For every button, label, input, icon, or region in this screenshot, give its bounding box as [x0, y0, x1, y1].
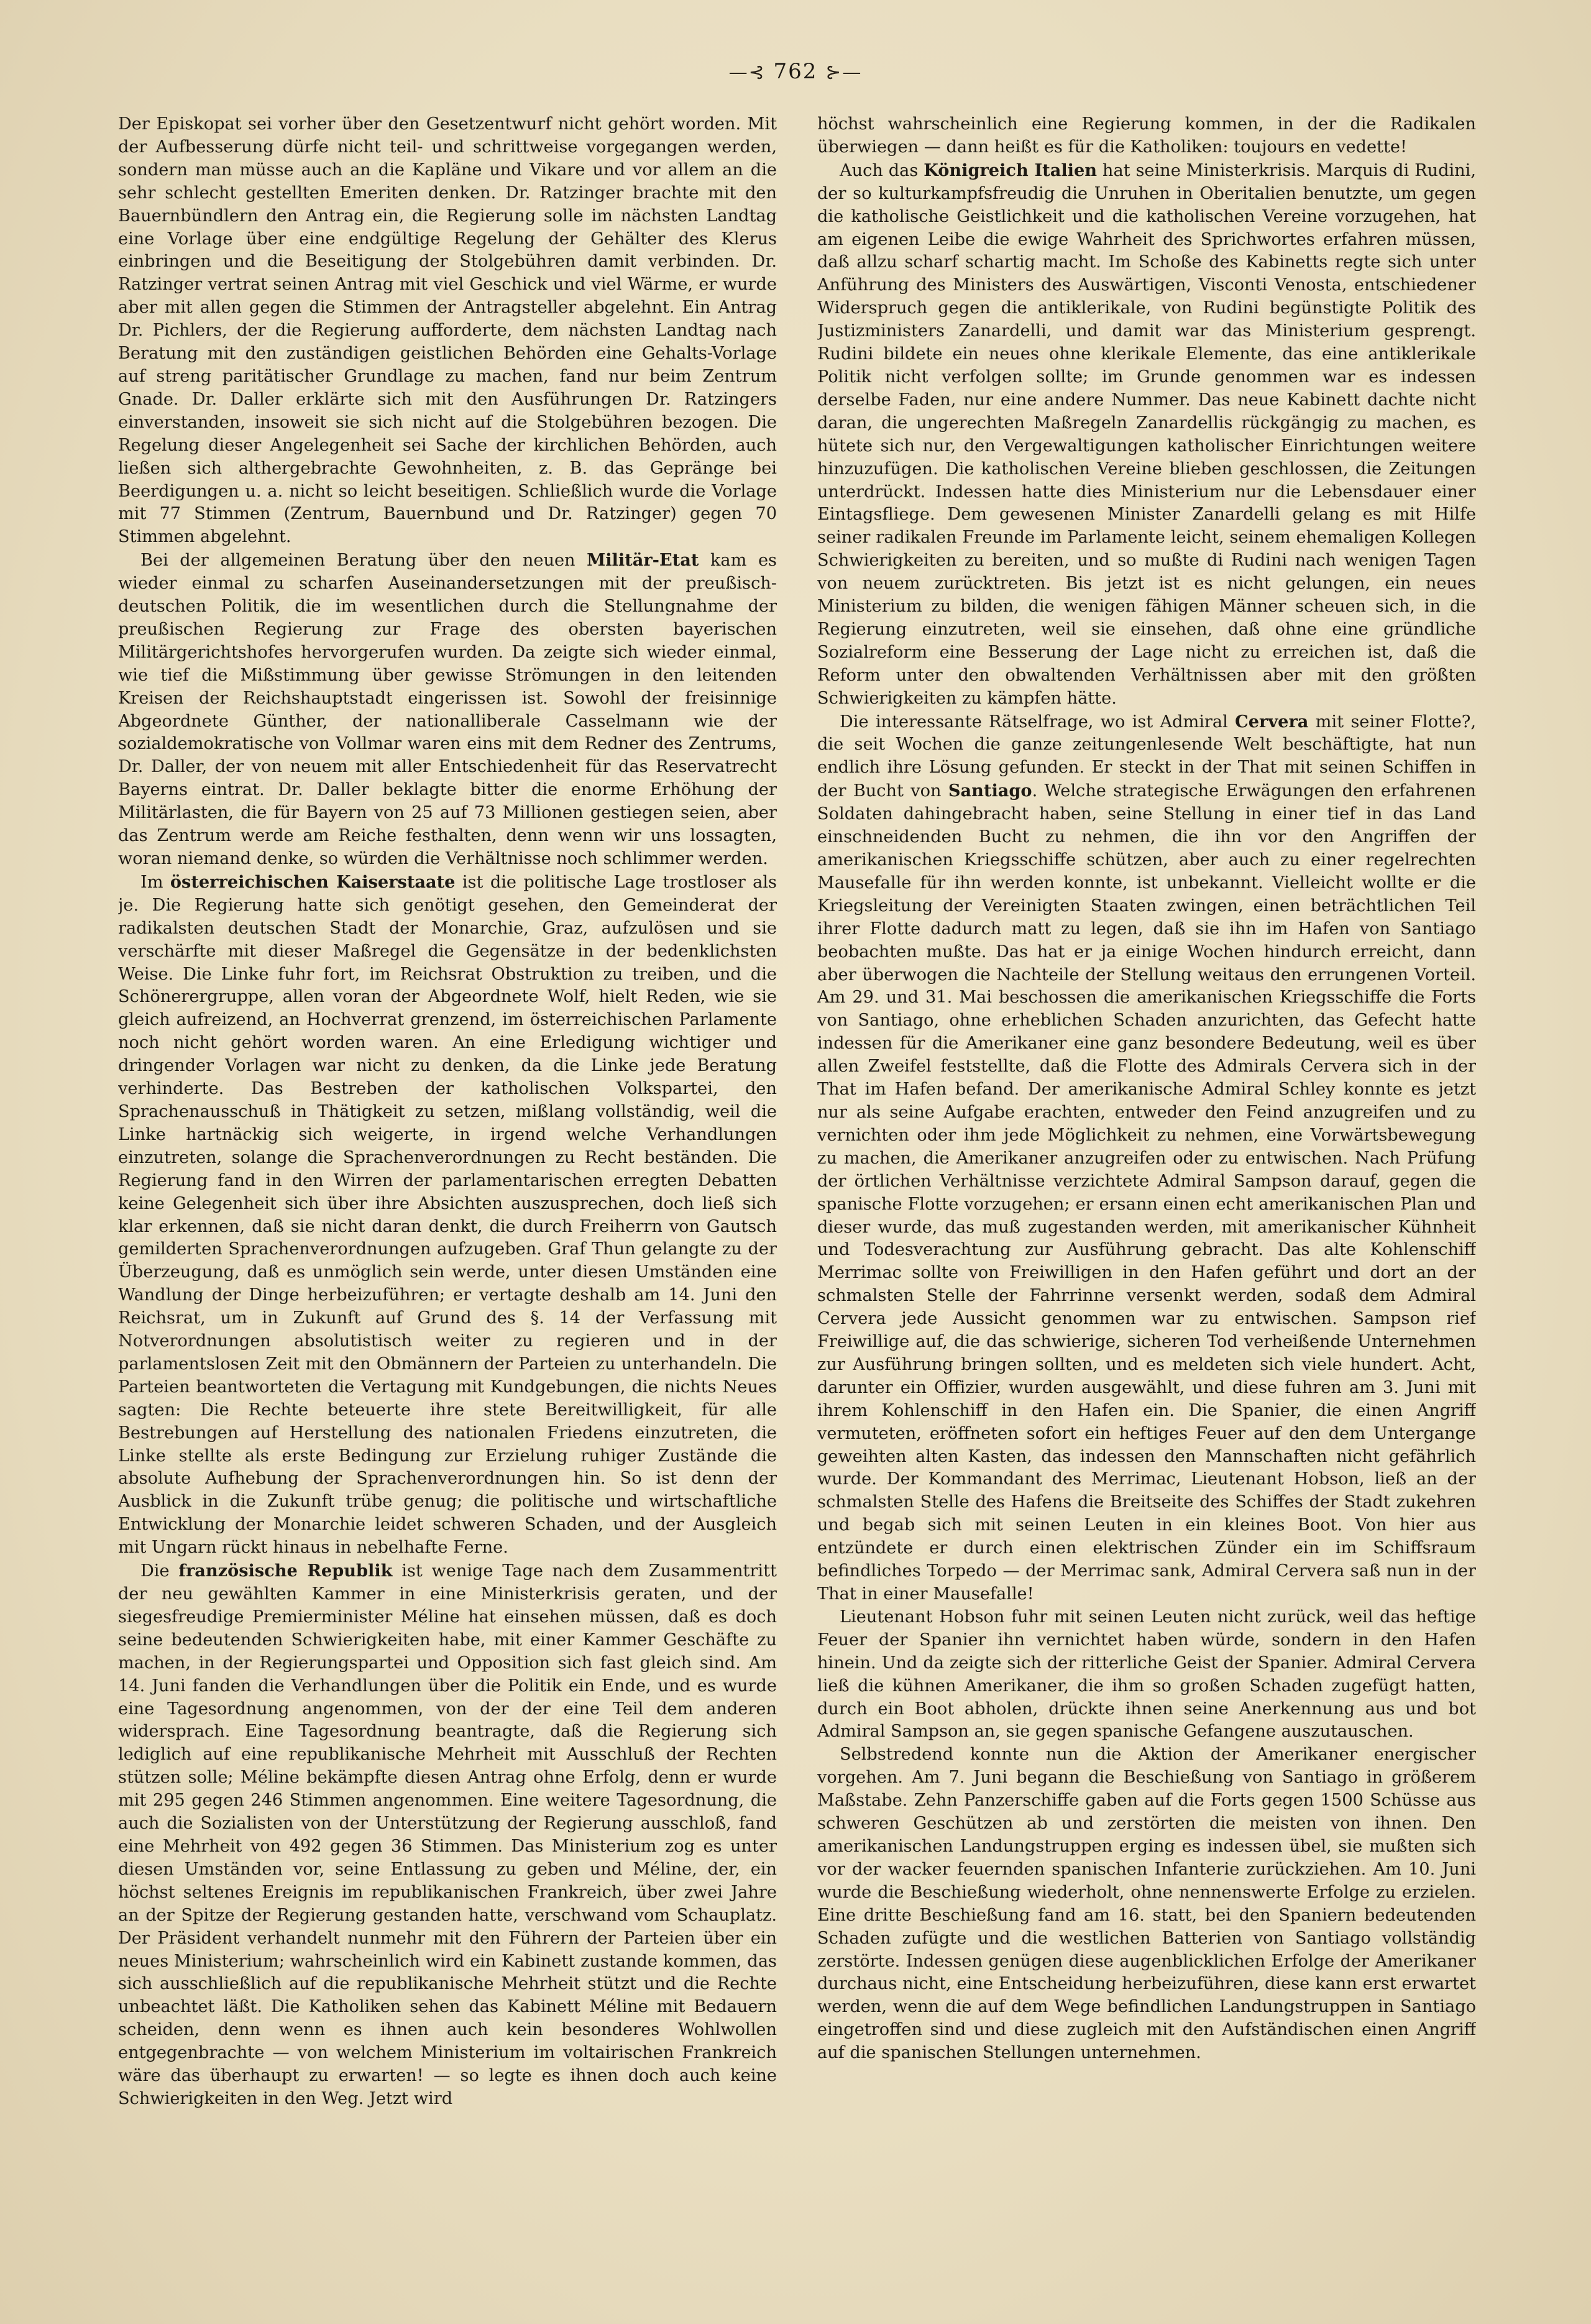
page-header [0, 59, 1591, 84]
paragraph: Lieutenant Hobson fuhr mit seinen Leuten nicht zurück, weil das heftige Feuer der Spanier ihn vernichtet haben würde, sondern in den Hafen hinein. Und da zeigte sich der ritterliche Geist der Spanier. Admiral Cervera ließ die kühnen Amerikaner, die ihm so großen Schaden zugefügt hatten, durch ein Boot abholen, drückte ihnen seine Anerkennung aus und bot Admiral Sampson an, sie gegen spanische Gefangene auszutauschen. [817, 1607, 1476, 1742]
paragraph: Der Episkopat sei vorher über den Gesetzentwurf nicht gehört worden. Mit der Aufbesserung dürfe nicht teil- und schrittweise vorgegangen werden, sondern man müsse auch an die Kapläne und Vikare und vor allem an die sehr schlecht gestellten Emeriten denken. Dr. Ratzinger brachte mit den Bauernbündlern den Antrag ein, die Regierung solle im nächsten Landtag eine Vorlage über eine endgültige Regelung der Gehälter des Klerus einbringen und die Beseitigung der Stolgebühren damit verbinden. Dr. Ratzinger vertrat seinen Antrag mit viel Geschick und viel Wärme, er wurde aber mit allen gegen die Stimmen der Antragsteller abgelehnt. Ein Antrag Dr. Pichlers, der die Regierung aufforderte, dem nächsten Landtag nach Beratung mit den zuständigen geistlichen Behörden eine Gehalts-Vorlage auf streng paritätischer Grundlage zu machen, fand nur beim Zentrum Gnade. Dr. Daller erklärte sich mit den Ausführungen Dr. Ratzingers einverstanden, insoweit sie sich nicht auf die Stolgebühren bezogen. Die Regelung dieser Angelegenheit sei Sache der kirchlichen Behörden, auch ließen sich althergebrachte Gewohnheiten, z. B. das Gepränge bei Beerdigungen u. a. nicht so leicht beseitigen. Schließlich wurde die Vorlage mit 77 Stimmen (Zentrum, Bauernbund und Dr. Ratzinger) gegen 70 Stimmen abgelehnt. [118, 114, 777, 547]
paragraph: höchst wahrscheinlich eine Regierung kommen, in der die Radikalen überwiegen — dann heißt es für die Katholiken: toujours en vedette! [817, 114, 1476, 157]
paragraph: Die französische Republik ist wenige Tage nach dem Zusammentritt der neu gewählten Kammer in eine Ministerkrisis geraten, und der siegesfreudige Premierminister Méline hat einsehen müssen, daß es doch seine bedeutenden Schwierigkeiten habe, mit einer Kammer Geschäfte zu machen, in der Regierungspartei und Opposition sich fast gleich sind. Am 14. Juni fanden die Verhandlungen über die Politik ein Ende, und es wurde eine Tagesordnung angenommen, von der der eine Teil dem anderen widersprach. Eine Tagesordnung beantragte, daß die Regierung sich lediglich auf eine republikanische Mehrheit mit Ausschluß der Rechten stützen solle; Méline bekämpfte diesen Antrag ohne Erfolg, denn er wurde mit 295 gegen 246 Stimmen angenommen. Eine weitere Tagesordnung, die auch die Sozialisten von der Unterstützung der Regierung ausschloß, fand eine Mehrheit von 492 gegen 36 Stimmen. Das Ministerium zog es unter diesen Umständen vor, seine Entlassung zu geben und Méline, der, ein höchst seltenes Ereignis im republikanischen Frankreich, über zwei Jahre an der Spitze der Regierung gestanden hatte, verschwand vom Schauplatz. Der Präsident verhandelt nunmehr mit den Führern der Parteien über ein neues Ministerium; wahrscheinlich wird ein Kabinett zustande kommen, das sich ausschließlich auf die republikanische Mehrheit stützt und die Rechte unbeachtet läßt. Die Katholiken sehen das Kabinett Méline mit Bedauern scheiden, denn wenn es ihnen auch kein besonderes Wohlwollen entgegenbrachte — von welchem Ministerium im voltairischen Frankreich wäre das überhaupt zu erwarten! — so legte es ihnen doch auch keine Schwierigkeiten in den Weg. Jetzt wird [118, 1561, 777, 2108]
paragraph: Die interessante Rätselfrage, wo ist Admiral Cervera mit seiner Flotte?, die seit Wochen die ganze zeitungenlesende Welt beschäftigte, hat nun endlich ihre Lösung gefunden. Er steckt in der That mit seinen Schiffen in der Bucht von Santiago. Welche strategische Erwägungen den erfahrenen Soldaten dahingebracht haben, seine Stellung in einer tief in das Land einschneidenden Bucht zu nehmen, die ihn vor den Angriffen der amerikanischen Kriegsschiffe schützen, aber auch zu einer regelrechten Mausefalle für ihn werden konnte, ist unbekannt. Vielleicht wollte er die Kriegsleitung der Vereinigten Staaten zwingen, einen beträchtlichen Teil ihrer Flotte dadurch matt zu legen, daß sie ihn im Hafen von Santiago beobachten mußte. Das hat er ja einige Wochen hindurch erreicht, dann aber überwogen die Nachteile der Stellung weitaus den errungenen Vorteil. Am 29. und 31. Mai beschossen die amerikanischen Kriegsschiffe die Forts von Santiago, ohne erheblichen Schaden anzurichten, das Gefecht hatte indessen für die Amerikaner eine ganz besondere Bedeutung, weil es über allen Zweifel feststellte, daß die Flotte des Admirals Cervera sich in der That im Hafen befand. Der amerikanische Admiral Schley konnte es jetzt nur als seine Aufgabe erachten, entweder den Feind anzugreifen und zu vernichten oder ihm jede Möglichkeit zu nehmen, eine Vorwärtsbewegung zu machen, die Amerikaner anzugreifen oder zu entwischen. Nach Prüfung der örtlichen Verhältnisse verzichtete Admiral Sampson darauf, gegen die spanische Flotte vorzugehen; er ersann einen echt amerikanischen Plan und dieser wurde, das muß zugestanden werden, mit amerikanischer Kühnheit und Todesverachtung zur Ausführung gebracht. Das alte Kohlenschiff Merrimac sollte von Freiwilligen in den Hafen geführt und dort an der schmalsten Stelle der Fahrrinne versenkt werden, sodaß dem Admiral Cervera jede Aussicht genommen war zu entwischen. Sampson rief Freiwillige auf, die das schwierige, sicheren Tod verheißende Unternehmen zur Ausführung bringen sollten, und es meldeten sich viele hundert. Acht, darunter ein Offizier, wurden ausgewählt, und diese fuhren am 3. Juni mit ihrem Kohlenschiff in den Hafen ein. Die Spanier, die einen Angriff vermuteten, eröffneten sofort ein heftiges Feuer auf den dem Untergange geweihten alten Kasten, das indessen den Mannschaften nicht gefährlich wurde. Der Kommandant des Merrimac, Lieutenant Hobson, ließ an der schmalsten Stelle des Hafens die Breitseite des Schiffes der Stadt zukehren und begab sich mit seinen Leuten in ein kleines Boot. Von hier aus entzündete er durch einen elektrischen Zünder ein im Schiffsraum befindliches Torpedo — der Merrimac sank, Admiral Cervera saß nun in der That in einer Mausefalle! [817, 711, 1476, 1604]
page-number: 762 [773, 59, 818, 84]
left-column [118, 113, 777, 2264]
paragraph: Im österreichischen Kaiserstaate ist die politische Lage trostloser als je. Die Regierung hatte sich genötigt gesehen, den Gemeinderat der radikalsten deutschen Stadt der Monarchie, Graz, aufzulösen und sie verschärfte mit dieser Maßregel die Gegensätze in der bedenklichsten Weise. Die Linke fuhr fort, im Reichsrat Obstruktion zu treiben, und die Schönerergruppe, allen voran der Abgeordnete Wolf, hielt Reden, wie sie gleich aufreizend, an Hochverrat grenzend, im österreichischen Parlamente noch nicht gehört worden waren. An eine Erledigung wichtiger und dringender Vorlagen war nicht zu denken, da die Linke jede Beratung verhinderte. Das Bestreben der katholischen Volkspartei, den Sprachenausschuß in Thätigkeit zu setzen, mißlang vollständig, weil die Linke hartnäckig sich weigerte, in irgend welche Verhandlungen einzutreten, solange die Sprachenverordnungen zu Recht beständen. Die Regierung fand in den Wirren der parlamentarischen erregten Debatten keine Gelegenheit sich über ihre Absichten auszusprechen, doch ließ sich klar erkennen, daß sie nicht daran denkt, die durch Freiherrn von Gautsch gemilderten Sprachenverordnungen aufzugeben. Graf Thun gelangte zu der Überzeugung, daß es unmöglich sein werde, unter diesen Umständen eine Wandlung der Dinge herbeizuführen; er vertagte deshalb am 14. Juni den Reichsrat, um in Zukunft auf Grund des §. 14 der Verfassung mit Notverordnungen absolutistisch weiter zu regieren und in der parlamentslosen Zeit mit den Obmännern der Parteien zu unterhandeln. Die Parteien beantworteten die Vertagung mit Kundgebungen, die nichts Neues sagten: Die Rechte beteuerte ihre stete Bereitwilligkeit, für alle Bestrebungen auf Herstellung des nationalen Friedens einzutreten, die Linke stellte als erste Bedingung zur Erzielung ruhiger Zustände die absolute Aufhebung der Sprachenverordnungen hin. So ist denn der Ausblick in die Zukunft trübe genug; die politische und wirtschaftliche Entwicklung der Monarchie leidet schweren Schaden, und der Ausgleich mit Ungarn rückt hinaus in nebelhafte Ferne. [118, 871, 777, 1558]
keyword: französische Republik [178, 1561, 393, 1581]
keyword: Cervera [1235, 711, 1309, 732]
paragraph: Bei der allgemeinen Beratung über den neuen Militär-Etat kam es wieder einmal zu scharfen Auseinandersetzungen mit der preußisch-deutschen Politik, die im wesentlichen durch die Stellungnahme der preußischen Regierung zur Frage des obersten bayerischen Militärgerichtshofes hervorgerufen wurden. Da zeigte sich wieder einmal, wie tief die Mißstimmung über gewisse Strömungen in den leitenden Kreisen der Reichshauptstadt eingerissen ist. Sowohl der freisinnige Abgeordnete Günther, der nationalliberale Casselmann wie der sozialdemokratische von Vollmar waren eins mit dem Redner des Zentrums, Dr. Daller, der von neuem mit aller Entschiedenheit für das Reservatrecht Bayerns eintrat. Dr. Daller beklagte bitter die enorme Erhöhung der Militärlasten, die für Bayern von 25 auf 73 Millionen gestiegen seien, aber das Zentrum werde am Reiche festhalten, denn wenn wir uns lossagten, woran niemand denke, so würden die Verhältnisse noch schlimmer werden. [118, 550, 777, 868]
keyword: Militär-Etat [587, 550, 699, 571]
keyword: österreichischen Kaiserstaate [170, 871, 456, 892]
ornament-left: —⊰ [728, 62, 766, 83]
keyword: Santiago [948, 781, 1032, 801]
right-column [817, 113, 1476, 2264]
paragraph: Selbstredend konnte nun die Aktion der Amerikaner energischer vorgehen. Am 7. Juni begann die Beschießung von Santiago in größerem Maßstabe. Zehn Panzerschiffe gaben auf die Forts gegen 1500 Schüsse aus schweren Geschützen ab und zerstörten die meisten von ihnen. Den amerikanischen Landungstruppen erging es indessen übel, sie mußten sich vor der wacker feuernden spanischen Infanterie zurückziehen. Am 10. Juni wurde die Beschießung wiederholt, ohne nennenswerte Erfolge zu erzielen. Eine dritte Beschießung fand am 16. statt, bei den Spaniern bedeutenden Schaden zufügte und die westlichen Batterien von Santiago vollständig zerstörte. Indessen genügen diese augenblicklichen Erfolge der Amerikaner durchaus nicht, eine Entscheidung herbeizuführen, diese kann erst erwartet werden, wenn die auf dem Wege befindlichen Landungstruppen in Santiago eingetroffen sind und diese zugleich mit den Aufständischen einen Angriff auf die spanischen Stellungen unternehmen. [817, 1745, 1476, 2063]
keyword: Königreich Italien [924, 160, 1098, 180]
ornament-right: ⊱— [825, 62, 863, 83]
text-columns [118, 113, 1476, 2264]
paragraph: Auch das Königreich Italien hat seine Ministerkrisis. Marquis di Rudini, der so kulturkampfsfreudig die Unruhen in Oberitalien benutzte, um gegen die katholische Geistlichkeit und die katholischen Vereine vorzugehen, hat am eigenen Leibe die ewige Wahrheit des Sprichwortes erfahren müssen, daß allzu scharf schartig macht. Im Schoße des Kabinetts regte sich unter Anführung des Ministers des Auswärtigen, Visconti Venosta, entschiedener Widerspruch gegen die antiklerikale, von Rudini begünstigte Politik des Justizministers Zanardelli, und damit war das Ministerium gesprengt. Rudini bildete ein neues ohne klerikale Elemente, das eine antiklerikale Politik nicht verfolgen sollte; im Grunde genommen war es indessen derselbe Faden, nur eine andere Nummer. Das neue Kabinett dachte nicht daran, die ungerechten Maßregeln Zanardellis rückgängig zu machen, es hütete sich nur, den Vergewaltigungen katholischer Einrichtungen weitere hinzuzufügen. Die katholischen Vereine blieben geschlossen, die Zeitungen unterdrückt. Indessen hatte dies Ministerium nur die Lebensdauer einer Eintagsfliege. Dem gewesenen Minister Zanardelli gelang es mit Hilfe seiner radikalen Freunde im Parlamente leicht, seinem ehemaligen Kollegen Schwierigkeiten zu bereiten, und so mußte di Rudini nach wenigen Tagen von neuem zurücktreten. Bis jetzt ist es nicht gelungen, ein neues Ministerium zu bilden, die wenigen fähigen Männer scheuen sich, in die Regierung einzutreten, weil sie einsehen, daß ohne eine gründliche Sozialreform eine Besserung der Lage nicht zu erreichen ist, daß die Reform unter den obwaltenden Verhältnissen aber mit den größten Schwierigkeiten zu kämpfen hätte. [817, 160, 1476, 708]
